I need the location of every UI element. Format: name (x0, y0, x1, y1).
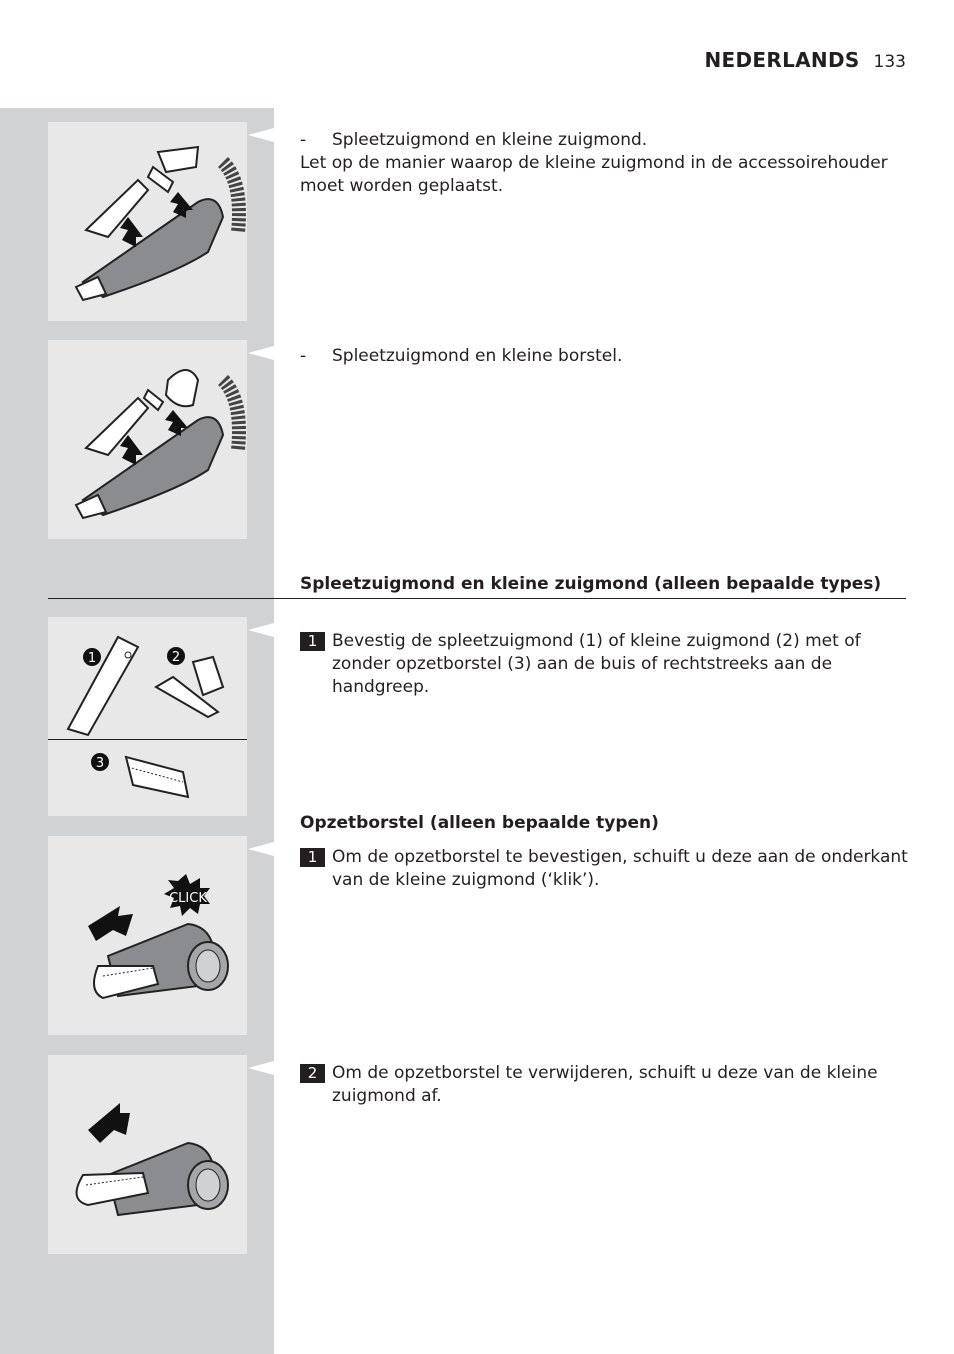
bullet-dash: - (300, 346, 307, 366)
step-number-badge: 1 (300, 632, 325, 651)
page-number: 133 (873, 52, 906, 72)
section-heading-brush: Opzetborstel (alleen bepaalde typen) (300, 813, 659, 833)
click-label: CLICK (169, 891, 207, 906)
figure-label-2: 2 (171, 650, 181, 665)
figure-crevice-small-nozzle (48, 122, 247, 321)
figure-crevice-small-brush (48, 340, 247, 539)
section-heading-crevice: Spleetzuigmond en kleine zuigmond (alleen bepaalde types) (300, 574, 882, 594)
section-rule (48, 598, 906, 599)
bullet-dash: - (300, 130, 307, 150)
step-number-badge: 1 (300, 848, 325, 867)
item-crevice-small-nozzle (300, 129, 908, 198)
figure-pointer (248, 346, 274, 360)
figure-pointer (248, 842, 274, 856)
step-remove-brush (300, 1062, 908, 1108)
figure-pointer (248, 1061, 274, 1075)
step-attach-nozzle (300, 630, 908, 699)
step-text: Om de opzetborstel te verwijderen, schuift u deze van de kleine zuigmond af. (332, 1063, 878, 1106)
step-number-badge: 2 (300, 1064, 325, 1083)
item-text: Spleetzuigmond en kleine borstel. (332, 346, 623, 366)
figure-attach-brush (48, 836, 247, 1035)
figure-label-3: 3 (95, 756, 105, 771)
figure-pointer (248, 128, 274, 142)
page-header (705, 48, 906, 72)
figure-accessories-123 (48, 617, 247, 816)
figure-remove-brush (48, 1055, 247, 1254)
item-text: Spleetzuigmond en kleine zuigmond. (332, 130, 648, 150)
item-note: Let op de manier waarop de kleine zuigmond in de accessoirehouder moet worden geplaatst. (300, 153, 888, 196)
figure-divider (48, 739, 247, 740)
language-label: NEDERLANDS (704, 48, 860, 72)
step-text: Om de opzetborstel te bevestigen, schuift u deze aan de onderkant van de kleine zuigmond (‘klik’). (332, 847, 908, 890)
figure-pointer (248, 623, 274, 637)
step-attach-brush (300, 846, 908, 892)
item-crevice-small-brush (300, 345, 908, 368)
step-text: Bevestig de spleetzuigmond (1) of kleine zuigmond (2) met of zonder opzetborstel (3) aan de buis of rechtstreeks aan de handgreep. (332, 631, 861, 697)
figure-label-1: 1 (87, 651, 97, 666)
